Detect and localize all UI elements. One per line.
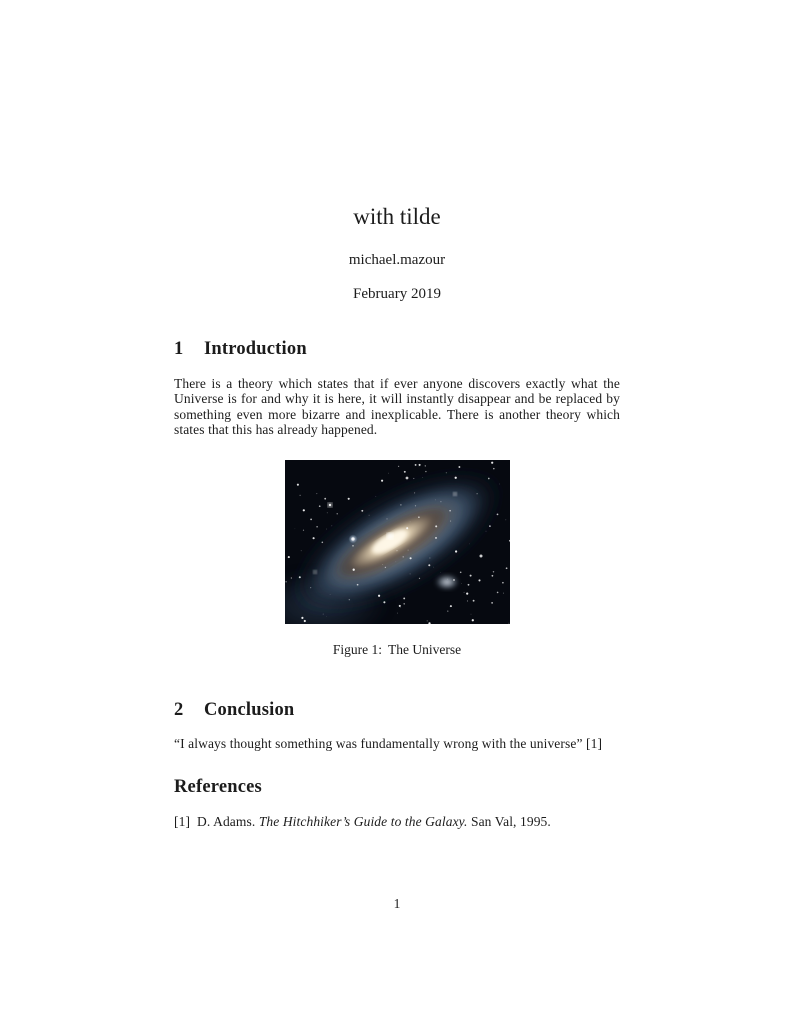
section-heading-conclusion [174, 700, 620, 721]
galaxy-core-point [386, 532, 392, 538]
reference-marker: [1] [174, 814, 191, 830]
section-number: 1 [174, 339, 184, 359]
section-title: Conclusion [204, 699, 295, 720]
references-heading: References [174, 777, 262, 798]
figure-caption-label: Figure 1: [332, 641, 382, 657]
reference-work-title: The Hitchhiker’s Guide to the Galaxy. [258, 814, 468, 830]
reference-entry [174, 814, 620, 829]
page-number: 1 [393, 896, 401, 911]
section-number: 2 [174, 699, 184, 720]
introduction-paragraph: There is a theory which states that if ever anyone discovers exactly what the Universe is for and why it is here, it will instantly disappear and be replaced by something even more bizarre and inexplicable. There is another theory which states that this has already happened. [174, 376, 620, 438]
galaxy-image [285, 460, 510, 624]
figure-block [174, 460, 620, 658]
galaxy-svg [285, 460, 510, 624]
figure-caption-text: The Universe [388, 641, 462, 657]
section-heading-introduction [174, 339, 620, 360]
reference-authors: D. Adams. [197, 814, 256, 830]
paper-date: February 2019 [353, 286, 441, 302]
section-title: Introduction [204, 339, 307, 359]
document-content [174, 0, 620, 829]
paper-title: with tilde [353, 204, 441, 229]
figure-caption [174, 642, 620, 658]
paper-author: michael.mazour [348, 252, 446, 268]
companion-galaxy-m110 [435, 574, 459, 590]
conclusion-quote: “I always thought something was fundamentally wrong with the universe” [1] [174, 735, 603, 751]
reference-publisher: San Val, 1995. [470, 814, 551, 830]
